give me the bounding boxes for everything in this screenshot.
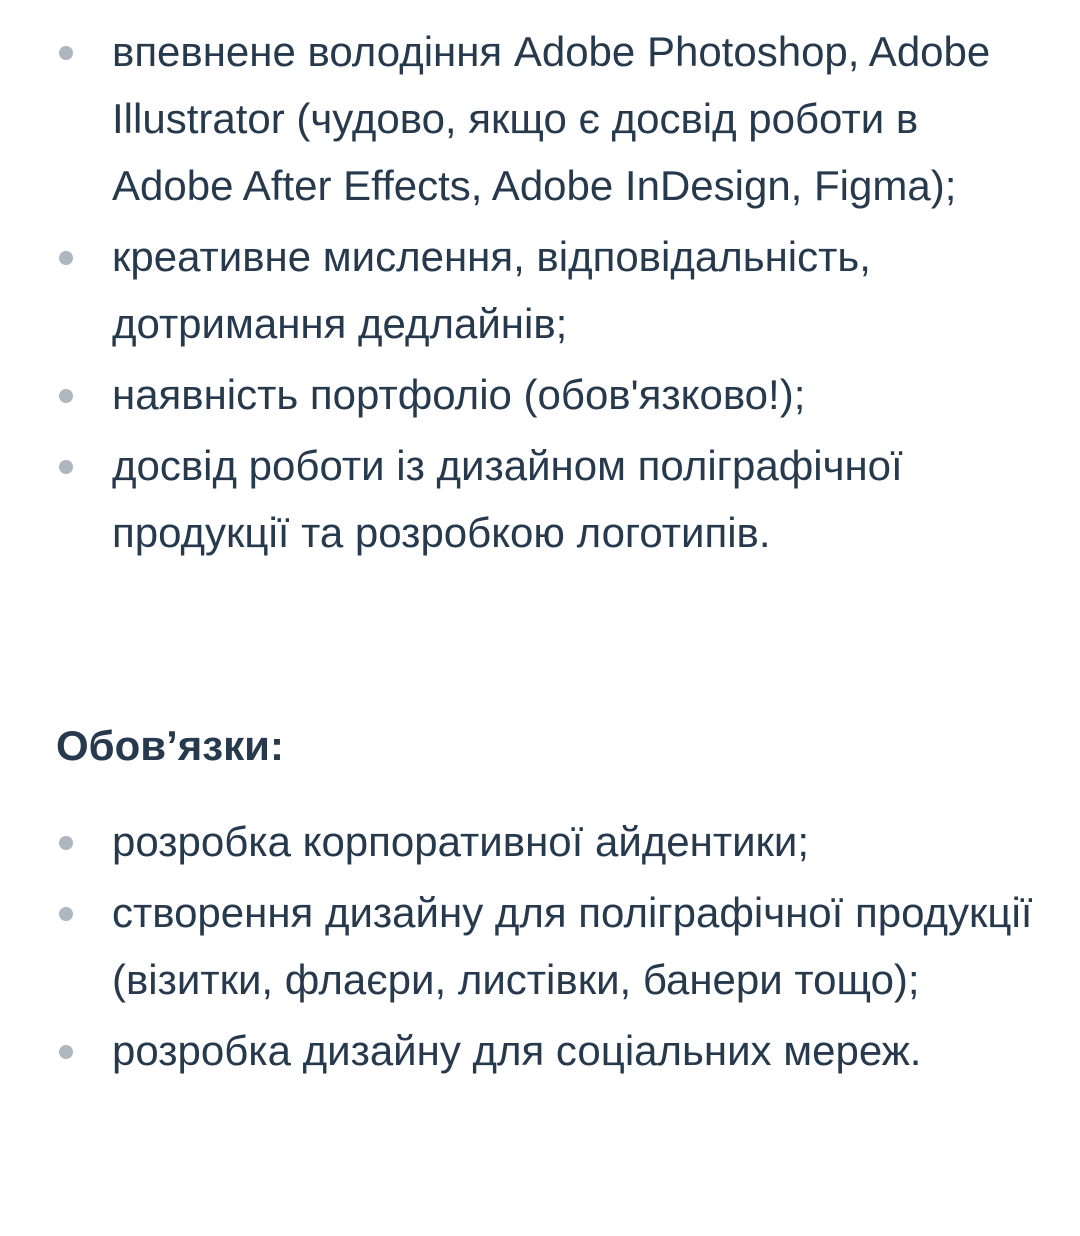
bullet-icon [59,1045,73,1059]
list-item [0,879,1080,1013]
list-item [0,808,1080,875]
list-item [0,18,1080,219]
list-item-text: впевнене володіння Adobe Photoshop, Adobe Illustrator (чудово, якщо є досвід роботи в Adobe After Effects, Adobe InDesign, Figma); [112,28,991,209]
bullet-icon [59,836,73,850]
bullet-icon [59,907,73,921]
bullet-icon [59,389,73,403]
duties-heading: Обов’язки: [56,722,284,769]
list-item-text: досвід роботи із дизайном поліграфічної продукції та розробкою логотипів. [112,442,903,556]
list-item [0,432,1080,566]
list-item-text: створення дизайну для поліграфічної продукції (візитки, флаєри, листівки, банери тощо); [112,889,1033,1003]
list-item-text: креативне мислення, відповідальність, дотримання дедлайнів; [112,233,871,347]
list-item-text: розробка корпоративної айдентики; [112,818,810,865]
bullet-icon [59,46,73,60]
bullet-icon [59,251,73,265]
list-item-text: наявність портфоліо (обов'язково!); [112,371,806,418]
requirements-list [0,18,1080,570]
list-item [0,223,1080,357]
list-item [0,361,1080,428]
list-item-text: розробка дизайну для соціальних мереж. [112,1027,922,1074]
duties-list [0,808,1080,1088]
list-item [0,1017,1080,1084]
bullet-icon [59,460,73,474]
